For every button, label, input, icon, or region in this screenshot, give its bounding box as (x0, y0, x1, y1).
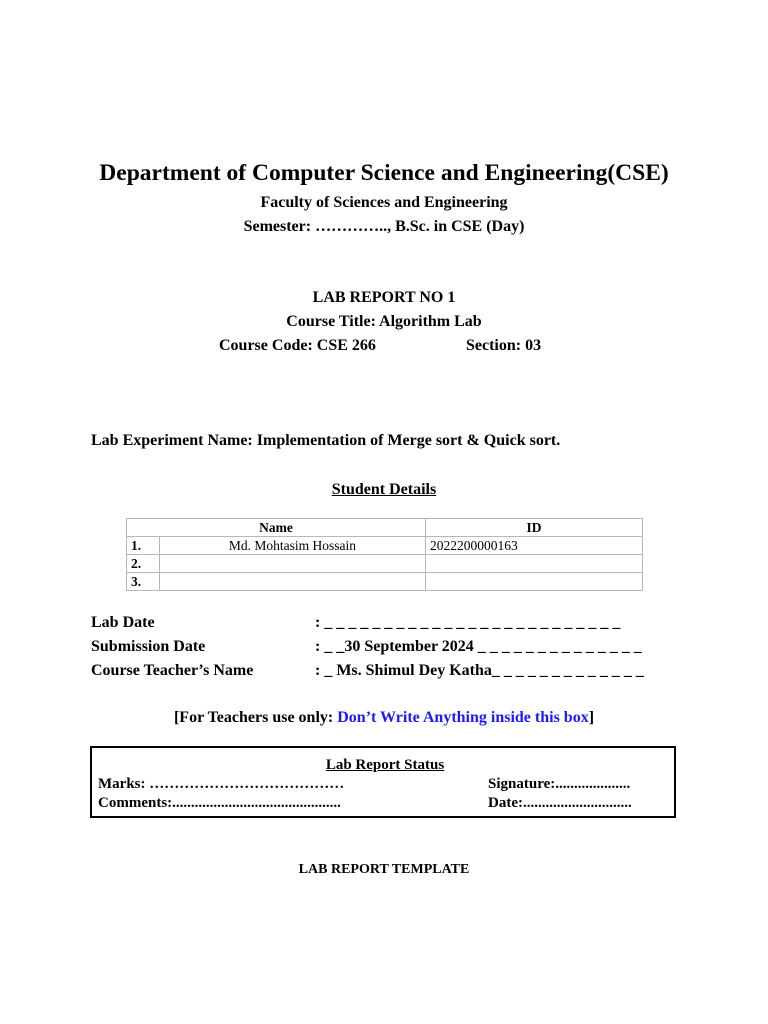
template-footer-label: LAB REPORT TEMPLATE (298, 862, 470, 877)
experiment-name: Lab Experiment Name: Implementation of Merge sort & Quick sort. (91, 432, 561, 449)
status-box-title: Lab Report Status (325, 757, 445, 773)
submission-date-label: Submission Date (91, 638, 206, 655)
row-number: 2. (127, 555, 160, 573)
course-title: Course Title: Algorithm Lab (286, 313, 482, 330)
teachers-note-suffix: ] (588, 709, 595, 726)
course-code: Course Code: CSE 266 (219, 337, 376, 354)
course-teacher-label: Course Teacher’s Name (91, 662, 254, 679)
student-name-cell (160, 573, 426, 591)
row-number: 1. (127, 537, 160, 555)
lab-date-label: Lab Date (91, 614, 155, 631)
date-field: Date:............................. (488, 795, 632, 811)
student-id-cell: 2022200000163 (426, 537, 643, 555)
teachers-use-note (0, 709, 768, 727)
teachers-note-prefix: [For Teachers use only: (173, 709, 338, 726)
faculty-name: Faculty of Sciences and Engineering (260, 194, 508, 211)
lab-report-status-box (90, 746, 676, 818)
section-number: Section: 03 (466, 337, 542, 354)
submission-date-value: : _ _30 September 2024 _ _ _ _ _ _ _ _ _ _ _ _ _ _ (315, 638, 642, 655)
student-name-cell (160, 555, 426, 573)
department-title: Department of Computer Science and Engineering(CSE) (99, 160, 669, 186)
marks-field: Marks: ………………………………… (98, 776, 345, 792)
column-header-name: Name (127, 519, 426, 537)
signature-field: Signature:.................... (488, 776, 631, 792)
student-name-cell: Md. Mohtasim Hossain (160, 537, 426, 555)
teachers-note-warning: Don’t Write Anything inside this box (337, 709, 589, 726)
table-row (127, 573, 643, 591)
row-number: 3. (127, 573, 160, 591)
comments-field: Comments:............................................. (98, 795, 341, 811)
student-id-cell (426, 573, 643, 591)
lab-report-number: LAB REPORT NO 1 (312, 289, 456, 306)
column-header-id: ID (426, 519, 643, 537)
student-details-heading: Student Details (331, 481, 437, 498)
table-row (127, 537, 643, 555)
student-details-table (126, 518, 643, 591)
lab-date-value: : _ _ _ _ _ _ _ _ _ _ _ _ _ _ _ _ _ _ _ _ _ _ _ _ _ (315, 614, 621, 631)
semester-line: Semester: ………….., B.Sc. in CSE (Day) (243, 218, 525, 235)
table-row (127, 555, 643, 573)
course-teacher-value: : _ Ms. Shimul Dey Katha_ _ _ _ _ _ _ _ _ _ _ _ _ (315, 662, 644, 679)
table-header-row (127, 519, 643, 537)
student-id-cell (426, 555, 643, 573)
